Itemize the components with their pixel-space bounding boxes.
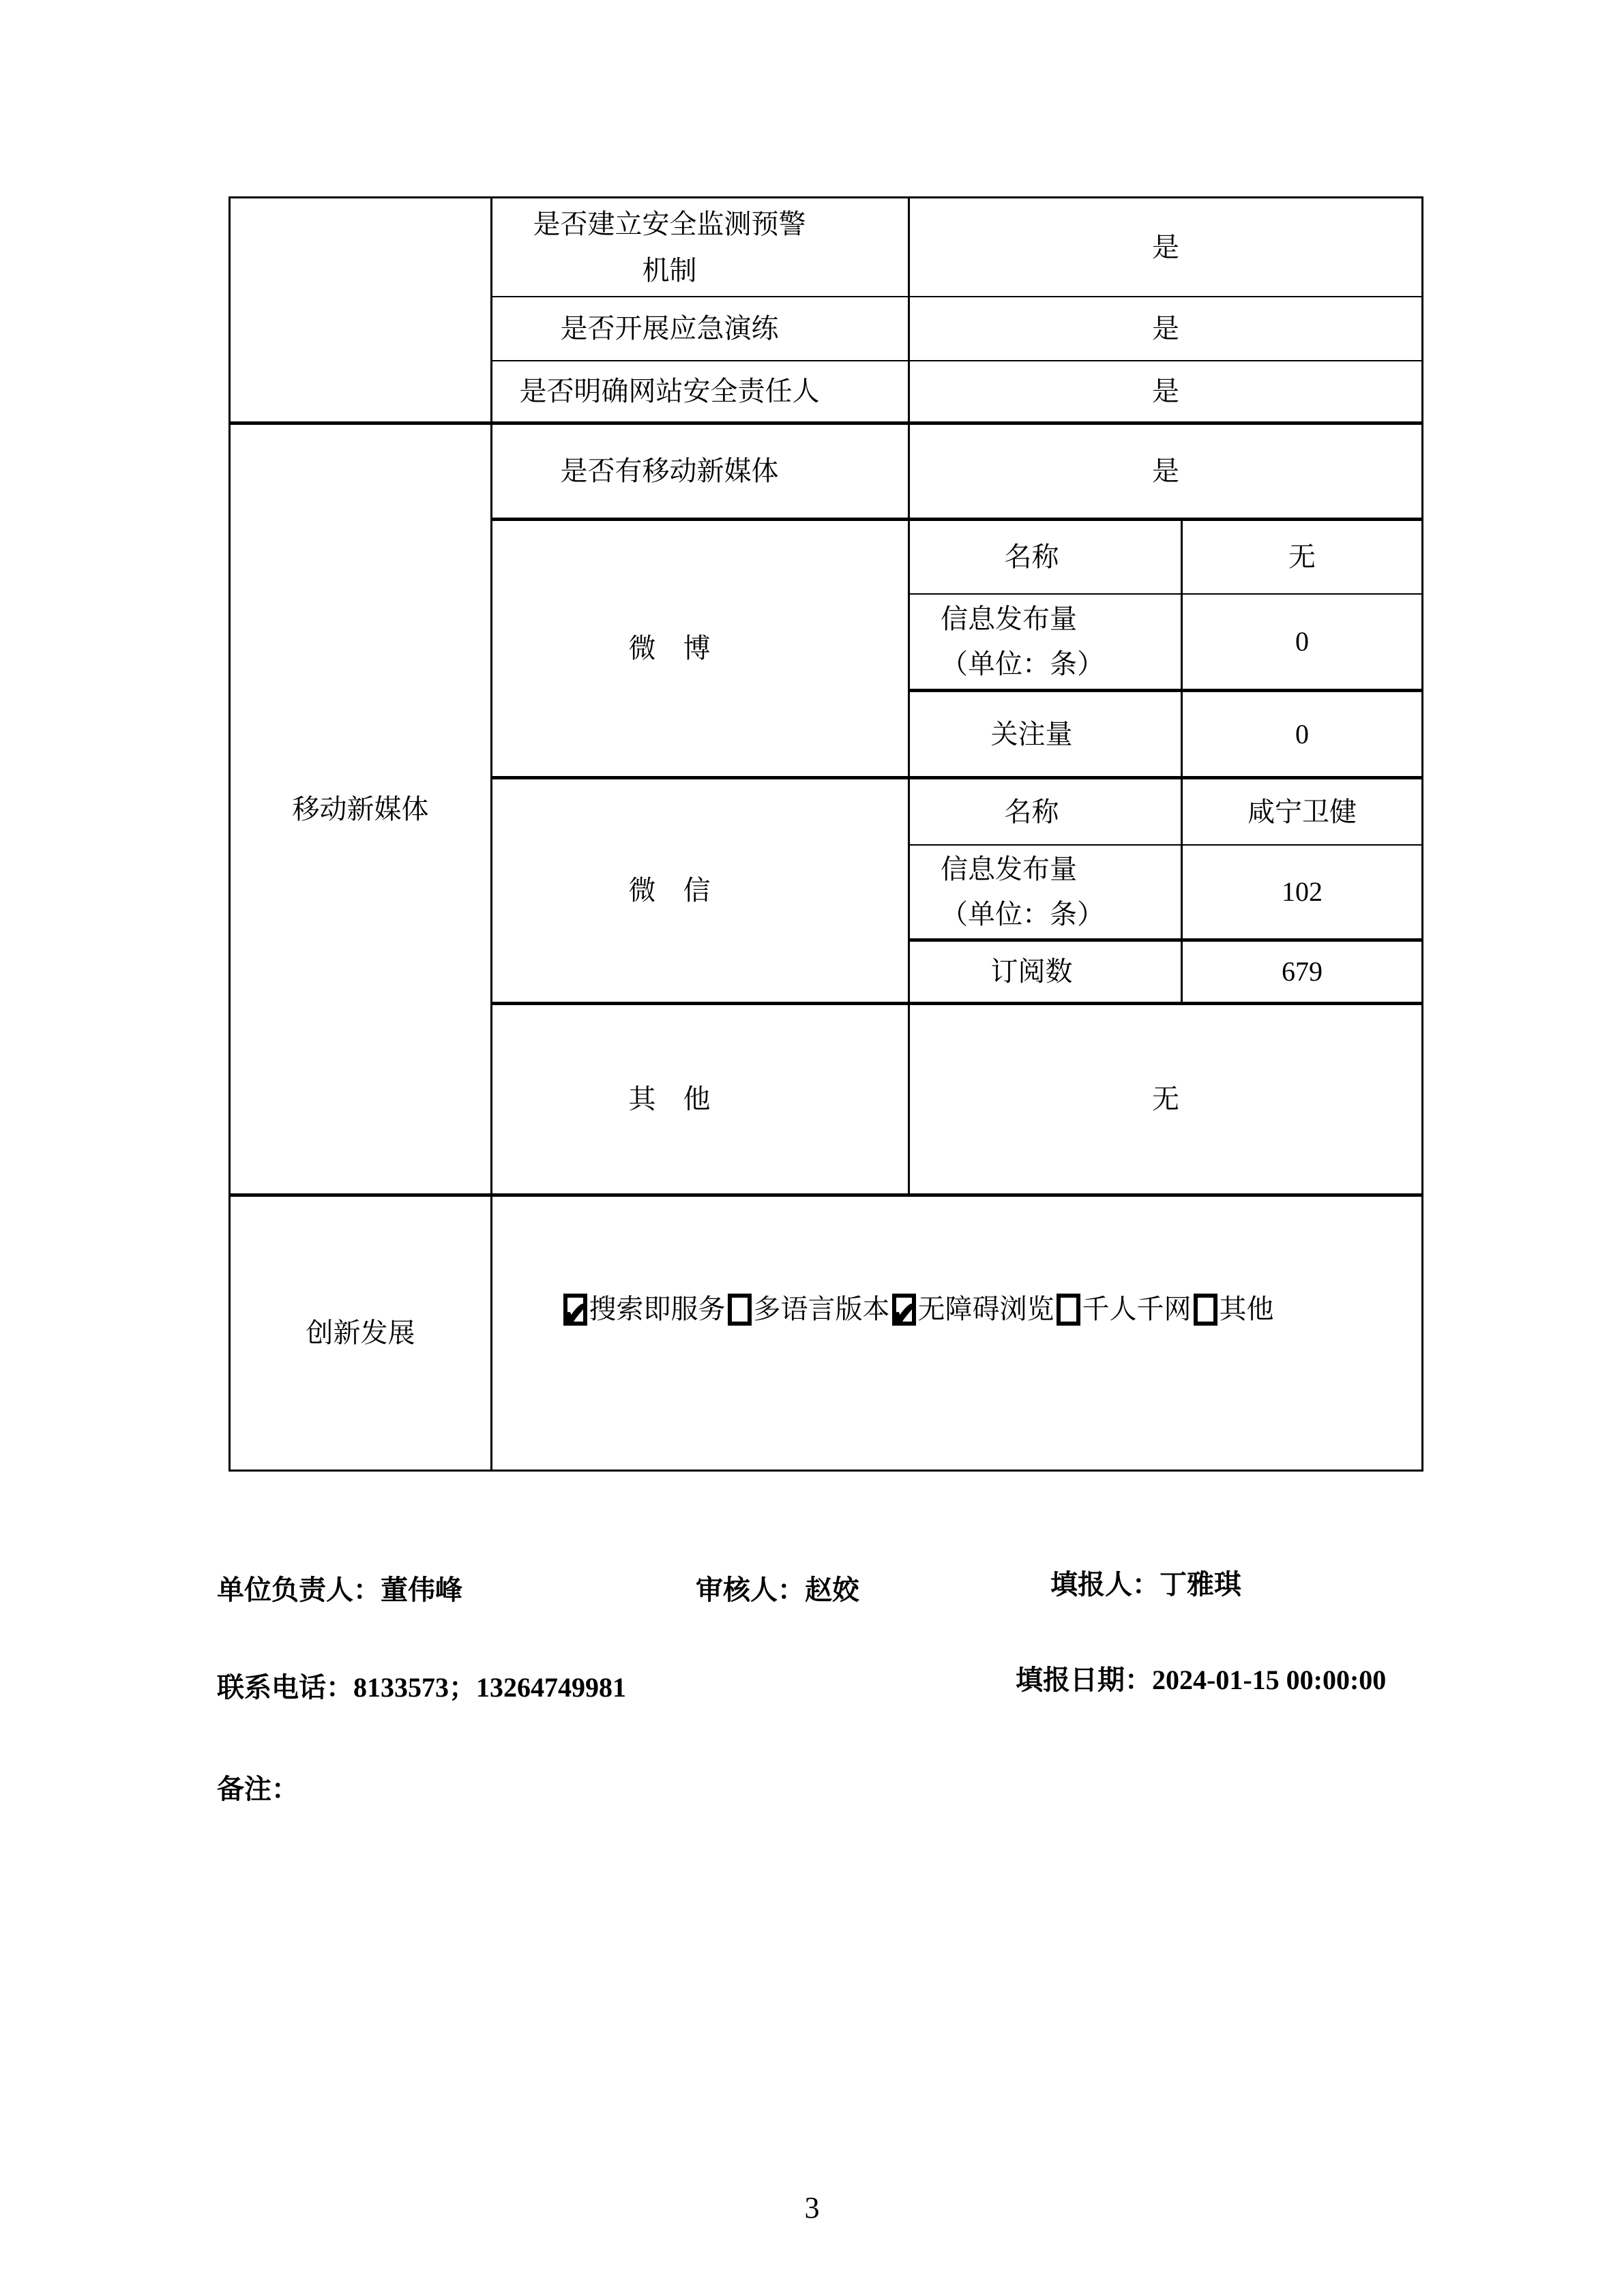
value-weibo-followers: 0 — [1183, 692, 1421, 779]
footer-reviewer: 审核人：赵姣 — [696, 1575, 859, 1605]
option-multilingual-label: 多语言版本 — [753, 1294, 890, 1324]
section-label-innovation: 创新发展 — [231, 1197, 492, 1470]
value-security-responsible: 是 — [910, 361, 1421, 425]
label-weibo-posts-line2: （单位：条） — [941, 648, 1104, 679]
option-accessibility — [892, 1287, 1054, 1331]
footer-remarks: 备注： — [217, 1774, 299, 1804]
label-emergency-drill: 是否开展应急演练 — [492, 297, 910, 361]
label-weixin: 微 信 — [492, 779, 910, 1005]
page-number: 3 — [804, 2191, 820, 2224]
value-weixin-posts: 102 — [1183, 846, 1421, 942]
option-search-service-label: 搜索即服务 — [589, 1294, 726, 1324]
table-cell-empty-section — [231, 198, 492, 425]
label-weixin-posts-line2: （单位：条） — [941, 899, 1104, 929]
section-label-mobile-media: 移动新媒体 — [231, 425, 492, 1197]
value-other-media: 无 — [910, 1005, 1421, 1197]
label-weibo: 微 博 — [492, 521, 910, 779]
option-search-service — [563, 1287, 726, 1331]
innovation-options-row — [563, 1287, 1276, 1331]
footer-report-date: 填报日期：2024-01-15 00:00:00 — [1016, 1665, 1387, 1695]
value-emergency-drill: 是 — [910, 297, 1421, 361]
value-has-mobile-media: 是 — [910, 425, 1421, 521]
option-personalized — [1057, 1287, 1192, 1331]
option-multilingual — [728, 1287, 890, 1331]
value-weixin-name: 咸宁卫健 — [1183, 779, 1421, 846]
checkbox-other[interactable] — [1194, 1294, 1217, 1326]
value-weibo-name: 无 — [1183, 521, 1421, 595]
label-weibo-posts-line1: 信息发布量 — [941, 603, 1077, 634]
footer-contact-phone: 联系电话：8133573；13264749981 — [217, 1672, 626, 1703]
label-has-mobile-media: 是否有移动新媒体 — [492, 425, 910, 521]
value-weibo-posts: 0 — [1183, 595, 1421, 692]
label-weibo-followers: 关注量 — [910, 692, 1183, 779]
option-accessibility-label: 无障碍浏览 — [917, 1294, 1054, 1324]
label-security-responsible: 是否明确网站安全责任人 — [492, 361, 910, 425]
option-other — [1194, 1287, 1274, 1331]
value-weixin-subscribers: 679 — [1183, 942, 1421, 1005]
value-security-monitoring: 是 — [910, 198, 1421, 297]
innovation-options-cell — [492, 1197, 1421, 1470]
report-table — [228, 196, 1423, 1472]
label-security-monitoring — [492, 198, 910, 297]
label-weibo-name: 名称 — [910, 521, 1183, 595]
footer-filler: 填报人：丁雅琪 — [1050, 1569, 1241, 1600]
label-other-media: 其 他 — [492, 1005, 910, 1197]
label-weixin-posts — [910, 846, 1183, 942]
option-other-label: 其他 — [1219, 1294, 1274, 1324]
label-weixin-posts-line1: 信息发布量 — [941, 854, 1077, 884]
checkbox-accessibility[interactable] — [892, 1294, 916, 1326]
checkbox-personalized[interactable] — [1057, 1294, 1080, 1326]
label-weibo-posts — [910, 595, 1183, 692]
label-weixin-subscribers: 订阅数 — [910, 942, 1183, 1005]
checkbox-search-service[interactable] — [563, 1294, 587, 1326]
option-personalized-label: 千人千网 — [1082, 1294, 1192, 1324]
footer-responsible-person: 单位负责人：董伟峰 — [217, 1575, 462, 1605]
label-weixin-name: 名称 — [910, 779, 1183, 846]
checkbox-multilingual[interactable] — [728, 1294, 752, 1326]
label-security-monitoring-text: 是否建立安全监测预警机制 — [533, 208, 806, 286]
